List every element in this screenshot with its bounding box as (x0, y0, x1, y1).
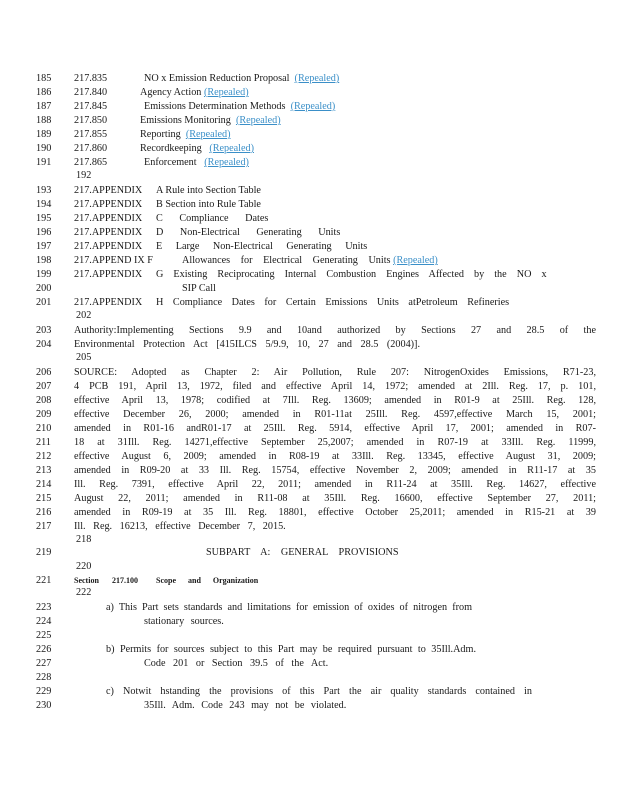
blank-line: 220 (76, 561, 92, 572)
appendix-line: 199 217.APPENDIX G Existing Reciprocating Internal Combustion Engines Affected by the NO x (36, 269, 547, 280)
paragraph-line: 226 b) Permits for sources subject to this Part may be required pursuant to 35Ill.Adm. (36, 644, 476, 655)
paragraph-line: 224 stationary sources. (36, 616, 224, 627)
toc-line: 189 217.855 Reporting (Repealed) (36, 129, 231, 140)
toc-line: 188 217.850 Emissions Monitoring (Repealed) (36, 115, 281, 126)
repealed-link[interactable]: (Repealed) (204, 157, 249, 168)
blank-line: 218 (76, 534, 92, 545)
paragraph-line: 230 35Ill. Adm. Code 243 may not be violated. (36, 700, 347, 711)
toc-title: NO x Emission Reduction Proposal (144, 73, 290, 84)
toc-title: Agency Action (140, 87, 202, 98)
appendix-line: 197 217.APPENDIX E Large Non-Electrical Generating Units (36, 241, 368, 252)
source-line: 210 amended in R01-16 andR01-17 at 25Ill. Reg. 5914, effective April 17, 2001; amended in R07- (36, 423, 596, 434)
repealed-link[interactable]: (Repealed) (209, 143, 254, 154)
source-line: 216 amended in R09-19 at 35 Ill. Reg. 18801, effective October 25,2011; amended in R15-21 at 39 (36, 507, 596, 518)
paragraph-line: 228 (36, 672, 52, 683)
repealed-link[interactable]: (Repealed) (235, 115, 281, 126)
repealed-link[interactable]: (Repealed) (294, 73, 340, 84)
toc-title: Recordkeeping (140, 143, 202, 154)
repealed-link[interactable]: (Repealed) (393, 255, 438, 266)
section-heading: 221 Section 217.100 Scope and Organization (36, 575, 259, 586)
paragraph-line: 225 (36, 630, 52, 641)
blank-line: 202 (76, 310, 92, 321)
repealed-link[interactable]: (Repealed) (290, 101, 336, 112)
blank-line: 192 (76, 170, 92, 181)
source-line: 206 SOURCE: Adopted as Chapter 2: Air Pollution, Rule 207: NitrogenOxides Emissions, R71-23, (36, 367, 596, 378)
appendix-line: 193 217.APPENDIX A Rule into Section Table (36, 185, 261, 196)
appendix-line: 200 SIP Call (36, 283, 216, 294)
subpart-heading: 219 SUBPART A: GENERAL PROVISIONS (36, 547, 399, 558)
source-line: 207 4 PCB 191, April 13, 1972, filed and effective April 14, 1972; amended at 2Ill. Reg. 17, p. 101, (36, 381, 596, 392)
toc-line: 185 217.835 NO x Emission Reduction Proposal (Repealed) (36, 73, 340, 84)
paragraph-line: 229 c) Notwit hstanding the provisions of this Part the air quality standards contained in (36, 686, 532, 697)
appendix-line: 194 217.APPENDIX B Section into Rule Table (36, 199, 261, 210)
appendix-line: 201 217.APPENDIX H Compliance Dates for Certain Emissions Units atPetroleum Refineries (36, 297, 510, 308)
paragraph-line: 227 Code 201 or Section 39.5 of the Act. (36, 658, 329, 669)
blank-line: 222 (76, 587, 92, 598)
source-line: 217 Ill. Reg. 16213, effective December 7, 2015. (36, 521, 286, 532)
authority-line: 204 Environmental Protection Act [415ILCS 5/9.9, 10, 27 and 28.5 (2004)]. (36, 339, 420, 350)
toc-title: Emissions Determination Methods (144, 101, 286, 112)
source-line: 212 effective August 6, 2009; amended in R08-19 at 33Ill. Reg. 13345, effective August 31, 2009; (36, 451, 596, 462)
source-line: 209 effective December 26, 2000; amended in R01-11at 25Ill. Reg. 4597,effective March 15, 2001; (36, 409, 596, 420)
toc-line: 186 217.840 Agency Action (Repealed) (36, 87, 249, 98)
repealed-link[interactable]: (Repealed) (185, 129, 231, 140)
toc-line: 190 217.860 Recordkeeping (Repealed) (36, 143, 254, 154)
toc-line: 191 217.865 Enforcement (Repealed) (36, 157, 249, 168)
paragraph-line: 223 a) This Part sets standards and limitations for emission of oxides of nitrogen from (36, 602, 472, 613)
blank-line: 205 (76, 352, 92, 363)
source-line: 211 18 at 31Ill. Reg. 14271,effective September 25,2007; amended in R07-19 at 33Ill. Reg. 11999, (36, 437, 596, 448)
toc-line: 187 217.845 Emissions Determination Methods (Repealed) (36, 101, 336, 112)
toc-title: Reporting (140, 129, 181, 140)
appendix-line: 196 217.APPENDIX D Non-Electrical Generating Units (36, 227, 341, 238)
appendix-line: 198 217.APPEND IX F Allowances for Electrical Generating Units (Repealed) (36, 255, 438, 266)
repealed-link[interactable]: (Repealed) (203, 87, 249, 98)
source-line: 214 Ill. Reg. 7391, effective April 22, 2011; amended in R11-24 at 35Ill. Reg. 14627, effective (36, 479, 596, 490)
toc-title: Enforcement (144, 157, 197, 168)
toc-title: Emissions Monitoring (140, 115, 231, 126)
source-line: 215 August 22, 2011; amended in R11-08 at 35Ill. Reg. 16600, effective September 27, 2011; (36, 493, 596, 504)
source-line: 213 amended in R09-20 at 33 Ill. Reg. 15754, effective November 2, 2009; amended in R11-17 at 35 (36, 465, 596, 476)
source-line: 208 effective April 13, 1978; codified at 7Ill. Reg. 13609; amended in R01-9 at 25Ill. Reg. 128, (36, 395, 596, 406)
authority-line: 203 Authority:Implementing Sections 9.9 and 10and authorized by Sections 27 and 28.5 of the (36, 325, 596, 336)
appendix-line: 195 217.APPENDIX C Compliance Dates (36, 213, 269, 224)
